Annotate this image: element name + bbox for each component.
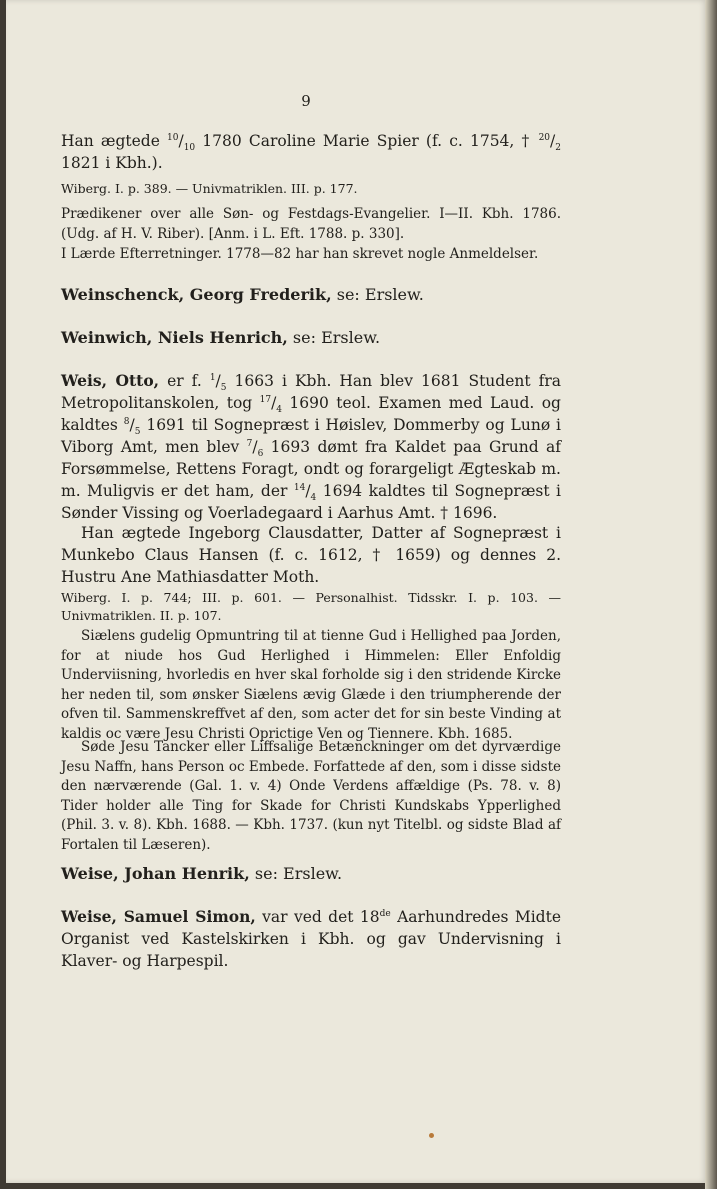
cross-reference-weinwich: Weinwich, Niels Henrich, se: Erslew. — [61, 328, 381, 347]
work-entry: Prædikener over alle Søn- og Festdags-Evangelier. I—II. Kbh. 1786. (Udg. af H. V. Riber). [Anm. i L. Eft. 1788. p. 330]. — [61, 206, 561, 242]
entry-headword: Weise, Samuel Simon, — [61, 907, 256, 926]
cross-reference-weise-johan: Weise, Johan Henrik, se: Erslew. — [61, 864, 343, 883]
entry-weise-samuel: Weise, Samuel Simon, var ved det 18de Aarhundredes Midte Organist ved Kastelskirken i Kbh. og gav Undervisning i Klaver- og Harpespil. — [61, 907, 561, 970]
cross-reference-weinschenck: Weinschenck, Georg Frederik, se: Erslew. — [61, 285, 424, 304]
references: Wiberg. I. p. 389. — Univmatriklen. III. p. 177. — [61, 181, 358, 196]
book-page — [6, 0, 707, 1183]
marriage-paragraph: Han ægtede Ingeborg Clausdatter, Datter af Sognepræst i Munkebo Claus Hansen (f. c. 1612, † 1659) og dennes 2. Hustru Ane Mathiasdatter Moth. — [61, 524, 561, 586]
ink-spot — [429, 1133, 434, 1138]
marriage-paragraph: Han ægtede $^{10}/_{10}$ 1780 Caroline Marie Spier (f. c. 1754, † $^{20}/_2$ 1821 i Kbh.). — [61, 132, 561, 172]
references: Wiberg. I. p. 744; III. p. 601. — Personalhist. Tidsskr. I. p. 103. — Univmatriklen. II. p. 107. — [61, 590, 561, 623]
entry-headword: Weis, Otto, — [61, 371, 160, 390]
page-edge-shadow — [705, 0, 717, 1189]
work-entry: Siælens gudelig Opmuntring til at tienne Gud i Hellighed paa Jorden, for at niude hos Gud Herlighed i Himmelen: Eller Enfoldig Underviisning, hvorledis en hver skal forholde sig i den stridende Kircke her neden til, som ønsker Siælens ævig Glæde i den triumpherende der ofven til. Sammenskreffvet af den, som acter det for sin beste Vinding at kaldis oc være Jesu Christi Oprictige Ven og Tiennere. Kbh. 1685. — [61, 628, 561, 742]
work-entry: Søde Jesu Tancker eller Liffsalige Betænckninger om det dyrværdige Jesu Naffn, hans Person oc Embede. Forfattede af den, som i disse sidste den nærværende (Gal. 1. v. 4) Onde Verdens affældige (Ps. 78. v. 8) Tider holder alle Ting for Skade for Christi Kundskabs Ypperlighed (Phil. 3. v. 8). Kbh. 1688. — Kbh. 1737. (kun nyt Titelbl. og sidste Blad af Fortalen til Læseren). — [61, 739, 561, 853]
page-number: 9 — [301, 92, 311, 110]
entry-weis-otto: Weis, Otto, er f. $^1/_5$ 1663 i Kbh. Han blev 1681 Student fra Metropolitanskolen, tog $^{17}/_4$ 1690 teol. Examen med Laud. og kaldtes $^8/_5$ 1691 til Sognepræst i Høislev, Dommerby og Lunø i Viborg Amt, men blev $^7/_6$ 1693 dømt fra Kaldet paa Grund af Forsømmelse, Rettens Foragt, ondt og forargeligt Ægteskab m. m. Muligvis er det ham, der $^{14}/_4$ 1694 kaldtes til Sognepræst i Sønder Vissing og Voerladegaard i Aarhus Amt. † 1696. — [61, 371, 561, 522]
work-entry: I Lærde Efterretninger. 1778—82 har han skrevet nogle Anmeldelser. — [61, 246, 539, 262]
